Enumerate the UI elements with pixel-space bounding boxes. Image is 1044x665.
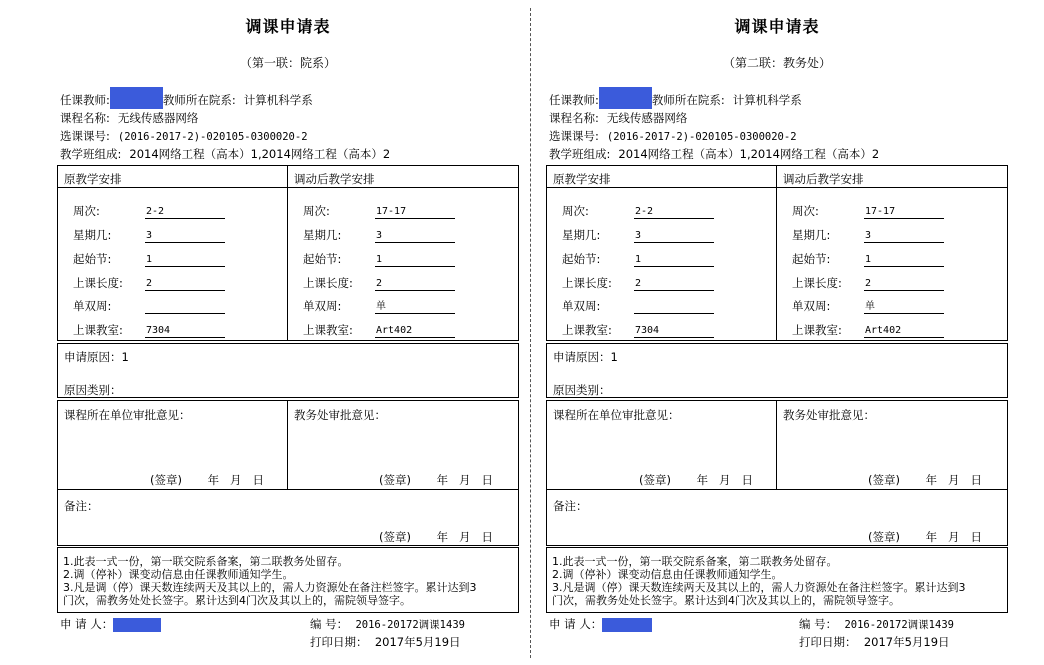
office-seal: (签章) 年 月 日 — [379, 473, 494, 487]
adj-day: 3 — [864, 229, 944, 243]
course-value: 无线传感器网络 — [117, 111, 199, 125]
note-3: 3.凡是调（停）课天数连续两天及其以上的，需人力资源处在备注栏签字。累计达到3 — [552, 581, 966, 594]
number-value: 2016-20172调课1439 — [844, 619, 954, 631]
adj-length: 2 — [375, 277, 455, 291]
orig-parity — [634, 300, 714, 314]
form-title: 调课申请表 — [734, 17, 820, 36]
applicant-line: 申 请 人： — [60, 616, 161, 632]
note-3: 3.凡是调（停）课天数连续两天及其以上的，需人力资源处在备注栏签字。累计达到3 — [63, 581, 477, 594]
category-label: 原因类别： — [64, 383, 122, 397]
unit-seal: (签章) 年 月 日 — [150, 473, 265, 487]
code-value: (2016-2017-2)-020105-0300020-2 — [606, 131, 797, 143]
form-title: 调课申请表 — [245, 17, 331, 36]
orig-length: 2 — [634, 277, 714, 291]
reason-line: 申请原因：1 — [553, 350, 618, 364]
course-label: 课程名称: — [549, 111, 599, 125]
form-copy-1 — [57, 0, 519, 665]
new-schedule-heading: 调动后教学安排 — [783, 172, 864, 186]
orig-day-row: 星期几: 3 — [562, 227, 714, 243]
course-value: 无线传感器网络 — [606, 111, 688, 125]
applicant-redacted — [602, 618, 652, 632]
adj-start-row: 起始节: 1 — [792, 251, 944, 267]
class-label: 教学班组成: — [549, 147, 611, 161]
orig-parity-row: 单双周: — [73, 298, 225, 314]
applicant-line: 申 请 人： — [549, 616, 652, 632]
approval-box — [57, 400, 519, 490]
teacher-label: 任课教师: — [60, 93, 110, 107]
class-value: 2014网络工程（高本）1,2014网络工程（高本）2 — [618, 147, 880, 161]
print-date-line: 打印日期： 2017年5月19日 — [799, 635, 950, 649]
orig-schedule-heading: 原教学安排 — [553, 172, 611, 186]
note-4: 门次，需教务处处长签字。累计达到4门次及其以上的，需院领导签字。 — [552, 594, 900, 607]
orig-week-row: 周次: 2-2 — [73, 203, 225, 219]
note-4: 门次，需教务处处长签字。累计达到4门次及其以上的，需院领导签字。 — [63, 594, 411, 607]
dept-value: 计算机科学系 — [243, 93, 313, 107]
orig-week: 2-2 — [145, 205, 225, 219]
orig-start-row: 起始节: 1 — [73, 251, 225, 267]
adj-room-row: 上课教室: Art402 — [792, 322, 944, 338]
approval-box — [546, 400, 1008, 490]
form-copy-2 — [546, 0, 1008, 665]
unit-approval-label: 课程所在单位审批意见： — [64, 408, 191, 422]
orig-day: 3 — [145, 229, 225, 243]
remark-box — [57, 489, 519, 546]
orig-room-row: 上课教室: 7304 — [562, 322, 714, 338]
teacher-name-redacted — [599, 87, 652, 109]
remark-label: 备注： — [64, 499, 99, 513]
adj-week: 17-17 — [375, 205, 455, 219]
course-line — [549, 110, 687, 126]
orig-length-row: 上课长度: 2 — [562, 275, 714, 291]
adj-parity: 单 — [375, 300, 455, 314]
orig-day: 3 — [634, 229, 714, 243]
orig-room: 7304 — [634, 324, 714, 338]
dept-label: 教师所在院系: — [162, 93, 236, 107]
remark-label: 备注： — [553, 499, 588, 513]
adj-room: Art402 — [375, 324, 455, 338]
cut-line — [530, 8, 531, 658]
orig-schedule-heading: 原教学安排 — [64, 172, 122, 186]
orig-room-row: 上课教室: 7304 — [73, 322, 225, 338]
dept-label: 教师所在院系: — [651, 93, 725, 107]
new-schedule-heading: 调动后教学安排 — [294, 172, 375, 186]
schedule-table — [546, 165, 1008, 341]
form-subtitle: （第一联：院系） — [239, 56, 336, 70]
adj-length-row: 上课长度: 2 — [792, 275, 944, 291]
remark-seal: (签章) 年 月 日 — [868, 530, 983, 544]
orig-length-row: 上课长度: 2 — [73, 275, 225, 291]
orig-parity-row: 单双周: — [562, 298, 714, 314]
adj-length: 2 — [864, 277, 944, 291]
orig-parity — [145, 300, 225, 314]
orig-week-row: 周次: 2-2 — [562, 203, 714, 219]
reason-value: 1 — [121, 350, 129, 364]
adj-parity-row: 单双周: 单 — [792, 298, 944, 314]
applicant-redacted — [113, 618, 161, 632]
reason-line: 申请原因：1 — [64, 350, 129, 364]
dept-value: 计算机科学系 — [732, 93, 802, 107]
teacher-line — [549, 92, 802, 109]
code-label: 选课课号: — [549, 129, 599, 143]
print-date-value: 2017年5月19日 — [863, 635, 950, 649]
adj-start-row: 起始节: 1 — [303, 251, 455, 267]
code-line — [549, 128, 797, 144]
adj-week-row: 周次: 17-17 — [303, 203, 455, 219]
class-label: 教学班组成: — [60, 147, 122, 161]
course-label: 课程名称: — [60, 111, 110, 125]
course-line — [60, 110, 198, 126]
code-value: (2016-2017-2)-020105-0300020-2 — [117, 131, 308, 143]
unit-seal: (签章) 年 月 日 — [639, 473, 754, 487]
notes-box — [57, 547, 519, 613]
reason-value: 1 — [610, 350, 618, 364]
notes-box — [546, 547, 1008, 613]
teacher-name-redacted — [110, 87, 163, 109]
unit-approval-label: 课程所在单位审批意见： — [553, 408, 680, 422]
orig-start: 1 — [145, 253, 225, 267]
code-label: 选课课号: — [60, 129, 110, 143]
reason-box — [57, 343, 519, 398]
adj-room-row: 上课教室: Art402 — [303, 322, 455, 338]
number-value: 2016-20172调课1439 — [355, 619, 465, 631]
adj-room: Art402 — [864, 324, 944, 338]
note-2: 2.调（停补）课变动信息由任课教师通知学生。 — [552, 568, 783, 581]
adj-start: 1 — [864, 253, 944, 267]
category-label: 原因类别： — [553, 383, 611, 397]
code-line — [60, 128, 308, 144]
office-approval-label: 教务处审批意见： — [783, 408, 875, 422]
note-2: 2.调（停补）课变动信息由任课教师通知学生。 — [63, 568, 294, 581]
orig-day-row: 星期几: 3 — [73, 227, 225, 243]
adj-day: 3 — [375, 229, 455, 243]
print-date-line: 打印日期： 2017年5月19日 — [310, 635, 461, 649]
class-value: 2014网络工程（高本）1,2014网络工程（高本）2 — [129, 147, 391, 161]
adj-week-row: 周次: 17-17 — [792, 203, 944, 219]
teacher-line — [60, 92, 313, 109]
orig-week: 2-2 — [634, 205, 714, 219]
adj-week: 17-17 — [864, 205, 944, 219]
orig-length: 2 — [145, 277, 225, 291]
note-1: 1.此表一式一份，第一联交院系备案，第二联教务处留存。 — [63, 555, 349, 568]
form-subtitle: （第二联：教务处） — [722, 56, 831, 70]
adj-parity: 单 — [864, 300, 944, 314]
class-line — [60, 146, 390, 162]
adj-start: 1 — [375, 253, 455, 267]
office-seal: (签章) 年 月 日 — [868, 473, 983, 487]
remark-box — [546, 489, 1008, 546]
print-date-value: 2017年5月19日 — [374, 635, 461, 649]
remark-seal: (签章) 年 月 日 — [379, 530, 494, 544]
schedule-table — [57, 165, 519, 341]
number-line: 编 号： 2016-20172调课1439 — [310, 617, 465, 631]
adj-length-row: 上课长度: 2 — [303, 275, 455, 291]
class-line — [549, 146, 879, 162]
note-1: 1.此表一式一份，第一联交院系备案，第二联教务处留存。 — [552, 555, 838, 568]
adj-day-row: 星期几: 3 — [303, 227, 455, 243]
adj-parity-row: 单双周: 单 — [303, 298, 455, 314]
number-line: 编 号： 2016-20172调课1439 — [799, 617, 954, 631]
teacher-label: 任课教师: — [549, 93, 599, 107]
reason-box — [546, 343, 1008, 398]
orig-start: 1 — [634, 253, 714, 267]
orig-room: 7304 — [145, 324, 225, 338]
orig-start-row: 起始节: 1 — [562, 251, 714, 267]
adj-day-row: 星期几: 3 — [792, 227, 944, 243]
office-approval-label: 教务处审批意见： — [294, 408, 386, 422]
